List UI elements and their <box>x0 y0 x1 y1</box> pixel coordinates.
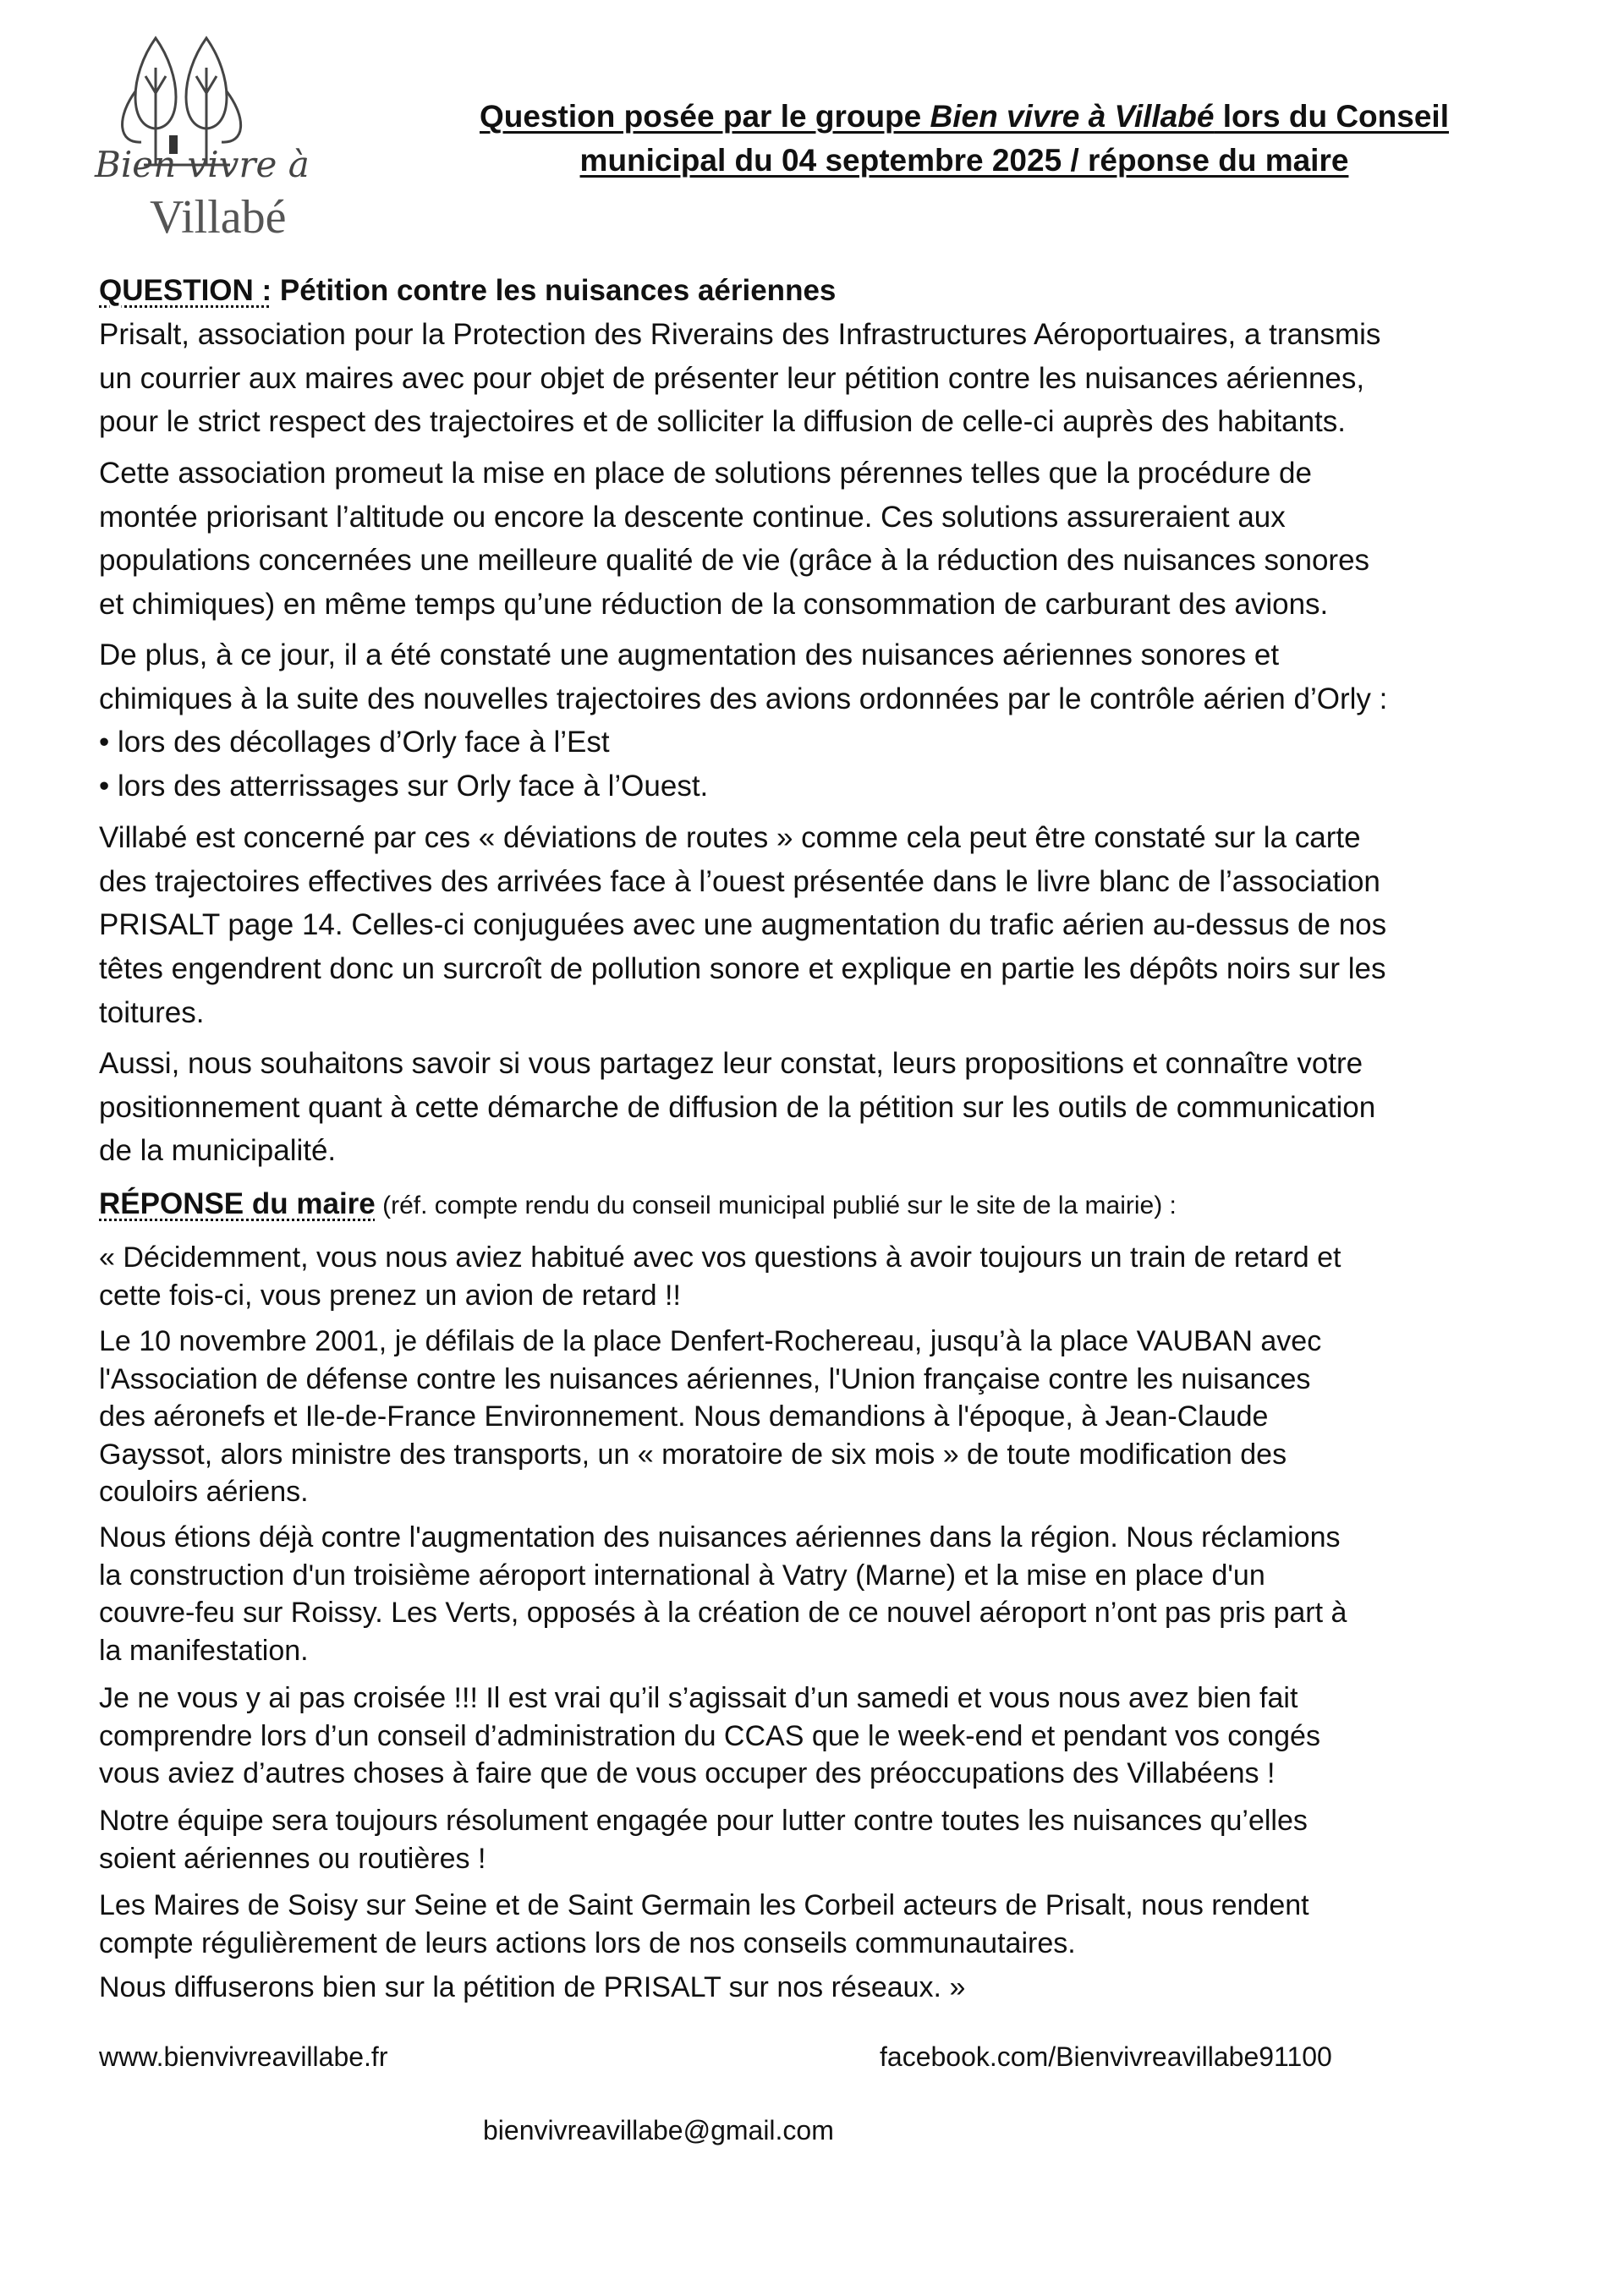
paragraph <box>99 1519 1554 1669</box>
text-line: et chimiques) en même temps qu’une réduction de la consommation de carburant des avions. <box>99 588 1329 622</box>
text-line: têtes engendrent donc un surcroît de pollution sonore et explique en partie les dépôts noirs sur les <box>99 952 1386 986</box>
paragraph <box>99 816 1554 1035</box>
logo <box>95 17 365 249</box>
text-line: Cette association promeut la mise en place de solutions pérennes telles que la procédure de <box>99 457 1312 490</box>
text-line: « Décidemment, vous nous aviez habitué avec vos questions à avoir toujours un train de retard et <box>99 1241 1341 1274</box>
title-group-name: Bien vivre à Villabé <box>930 99 1215 134</box>
title-subline: municipal du 04 septembre 2025 / réponse du maire <box>579 143 1349 178</box>
text-line: Nous diffuserons bien sur la pétition de PRISALT sur nos réseaux. » <box>99 1971 966 2003</box>
text-line: des aéronefs et Ile-de-France Environnement. Nous demandions à l'époque, à Jean-Claude <box>99 1400 1269 1433</box>
text-line: l'Association de défense contre les nuisances aériennes, l'Union française contre les nuisances <box>99 1362 1311 1395</box>
paragraph <box>99 1323 1554 1511</box>
paragraph <box>99 1969 1554 2007</box>
text-line: Le 10 novembre 2001, je défilais de la place Denfert-Rochereau, jusqu’à la place VAUBAN avec <box>99 1325 1322 1357</box>
text-line: Les Maires de Soisy sur Seine et de Saint Germain les Corbeil acteurs de Prisalt, nous rendent <box>99 1889 1309 1921</box>
text-line: un courrier aux maires avec pour objet de présenter leur pétition contre les nuisances aériennes, <box>99 361 1365 395</box>
text-line: • lors des atterrissages sur Orly face à l’Ouest. <box>99 770 709 803</box>
text-line: Gayssot, alors ministre des transports, un « moratoire de six mois » de toute modification des <box>99 1438 1287 1471</box>
paragraph <box>99 633 1554 808</box>
text-line: chimiques à la suite des nouvelles trajectoires des avions ordonnées par le contrôle aérien d’Orly : <box>99 682 1388 715</box>
question-label: QUESTION : <box>99 274 272 307</box>
paragraph <box>99 1042 1554 1173</box>
text-line: PRISALT page 14. Celles-ci conjuguées avec une augmentation du trafic aérien au-dessus de nos <box>99 908 1387 942</box>
logo-villabe-text: Villabé <box>150 191 287 244</box>
text-line: Je ne vous y ai pas croisée !!! Il est vrai qu’il s’agissait d’un samedi et vous nous avez bien fait <box>99 1682 1298 1714</box>
paragraph <box>99 1680 1554 1793</box>
question-heading <box>99 269 836 313</box>
text-line: couloirs aériens. <box>99 1476 309 1508</box>
text-line: des trajectoires effectives des arrivées face à l’ouest présentée dans le livre blanc de l’association <box>99 864 1380 898</box>
text-line: positionnement quant à cette démarche de diffusion de la pétition sur les outils de communication <box>99 1090 1376 1124</box>
text-line: la manifestation. <box>99 1634 309 1667</box>
footer-website[interactable]: www.bienvivreavillabe.fr <box>99 2041 388 2072</box>
text-line: Prisalt, association pour la Protection des Riverains des Infrastructures Aéroportuaires, a transmis <box>99 318 1381 351</box>
title-text: Question posée par le groupe <box>480 99 930 134</box>
text-line: cette fois-ci, vous prenez un avion de retard !! <box>99 1279 681 1312</box>
text-line: Aussi, nous souhaitons savoir si vous partagez leur constat, leurs propositions et connaître votre <box>99 1047 1363 1080</box>
response-heading <box>99 1182 1177 1228</box>
text-line: de la municipalité. <box>99 1134 337 1168</box>
logo-script-text: Bien vivre à <box>95 144 310 185</box>
question-title: Pétition contre les nuisances aériennes <box>272 274 837 307</box>
text-line: De plus, à ce jour, il a été constaté une augmentation des nuisances aériennes sonores et <box>99 638 1280 671</box>
text-line: pour le strict respect des trajectoires et de solliciter la diffusion de celle-ci auprès des habitants. <box>99 405 1346 439</box>
paragraph <box>99 1239 1554 1314</box>
text-line: toitures. <box>99 995 205 1029</box>
paragraph <box>99 313 1554 444</box>
paragraph <box>99 1887 1554 1962</box>
text-line: populations concernées une meilleure qualité de vie (grâce à la réduction des nuisances sonores <box>99 544 1370 578</box>
text-line: couvre-feu sur Roissy. Les Verts, opposés à la création de ce nouvel aéroport n’ont pas pris part à <box>99 1597 1347 1629</box>
response-note: (réf. compte rendu du conseil municipal publié sur le site de la mairie) : <box>375 1192 1177 1219</box>
page-title <box>398 95 1531 183</box>
text-line: soient aériennes ou routières ! <box>99 1842 486 1875</box>
response-label: RÉPONSE du maire <box>99 1187 376 1220</box>
title-text: lors du Conseil <box>1214 99 1449 134</box>
footer-email[interactable]: bienvivreavillabe@gmail.com <box>483 2115 834 2145</box>
text-line: Notre équipe sera toujours résolument engagée pour lutter contre toutes les nuisances qu’elles <box>99 1805 1308 1837</box>
paragraph <box>99 1802 1554 1877</box>
text-line: comprendre lors d’un conseil d’administration du CCAS que le week-end et pendant vos congés <box>99 1719 1320 1752</box>
footer-facebook[interactable]: facebook.com/Bienvivreavillabe91100 <box>880 2041 1332 2072</box>
text-line: • lors des décollages d’Orly face à l’Est <box>99 726 610 759</box>
text-line: Nous étions déjà contre l'augmentation des nuisances aériennes dans la région. Nous réclamions <box>99 1521 1341 1553</box>
text-line: montée priorisant l’altitude ou encore la descente continue. Ces solutions assureraient aux <box>99 500 1286 534</box>
text-line: vous aviez d’autres choses à faire que de vous occuper des préoccupations des Villabéens ! <box>99 1757 1276 1789</box>
text-line: Villabé est concerné par ces « déviations de routes » comme cela peut être constaté sur la carte <box>99 821 1361 854</box>
text-line: la construction d'un troisième aéroport international à Vatry (Marne) et la mise en place d'un <box>99 1559 1265 1592</box>
text-line: compte régulièrement de leurs actions lors de nos conseils communautaires. <box>99 1926 1076 1959</box>
paragraph <box>99 452 1554 627</box>
